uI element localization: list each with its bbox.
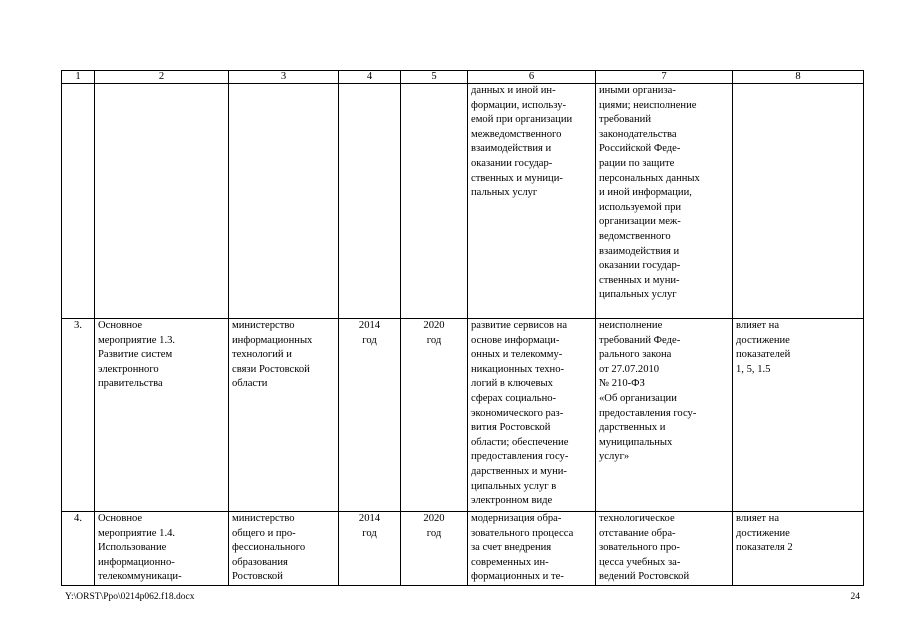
activity-name: Основное мероприятие 1.3. Развитие систем электронного правительства bbox=[95, 319, 229, 512]
non-implementation-consequences: технологическое отставание обра- зовательного про- цесса учебных за- ведений Ростовской bbox=[596, 512, 733, 586]
expected-result: развитие сервисов на основе информаци- онных и телекомму- никационных техно- логий в ключевых сферах социально- экономического раз- вития Ростовской области; обеспечение предоставления госу- дарственных и муни- ципальных услуг в электронном виде bbox=[468, 319, 596, 512]
activity-name: Основное мероприятие 1.4. Использование информационно- телекоммуникаци- bbox=[95, 512, 229, 586]
row-number: 4. bbox=[62, 512, 95, 586]
page-number: 24 bbox=[850, 592, 860, 602]
expected-result: данных и иной ин- формации, использу- емой при организации межведомственного взаимодействия и оказании государ- ственных и муници- пальных услуг bbox=[468, 84, 596, 319]
end-year: 2020 год bbox=[401, 512, 468, 586]
column-header-7: 7 bbox=[596, 71, 733, 84]
column-header-6: 6 bbox=[468, 71, 596, 84]
executor: министерство информационных технологий и связи Ростовской области bbox=[229, 319, 339, 512]
table-header-row bbox=[62, 71, 864, 84]
column-header-5: 5 bbox=[401, 71, 468, 84]
table-row bbox=[62, 512, 864, 586]
indicator-link: влияет на достижение показателя 2 bbox=[733, 512, 864, 586]
program-activities-table bbox=[61, 70, 864, 586]
activity-name bbox=[95, 84, 229, 319]
column-header-4: 4 bbox=[339, 71, 401, 84]
indicator-link bbox=[733, 84, 864, 319]
non-implementation-consequences: неисполнение требований Феде- рального закона от 27.07.2010 № 210-ФЗ «Об организации предоставления госу- дарственных и муниципальных услуг» bbox=[596, 319, 733, 512]
column-header-1: 1 bbox=[62, 71, 95, 84]
executor bbox=[229, 84, 339, 319]
column-header-8: 8 bbox=[733, 71, 864, 84]
column-header-3: 3 bbox=[229, 71, 339, 84]
table-row bbox=[62, 319, 864, 512]
footer-file-path: Y:\ORST\Ppo\0214p062.f18.docx bbox=[65, 592, 195, 602]
table-row bbox=[62, 84, 864, 319]
executor: министерство общего и про- фессионального образования Ростовской bbox=[229, 512, 339, 586]
start-year: 2014 год bbox=[339, 319, 401, 512]
column-header-2: 2 bbox=[95, 71, 229, 84]
start-year: 2014 год bbox=[339, 512, 401, 586]
expected-result: модернизация обра- зовательного процесса за счет внедрения современных ин- формационных и те- bbox=[468, 512, 596, 586]
start-year bbox=[339, 84, 401, 319]
indicator-link: влияет на достижение показателей 1, 5, 1.5 bbox=[733, 319, 864, 512]
row-number: 3. bbox=[62, 319, 95, 512]
end-year: 2020 год bbox=[401, 319, 468, 512]
row-number bbox=[62, 84, 95, 319]
non-implementation-consequences: иными организа- циями; неисполнение требований законодательства Российской Феде- рации по защите персональных данных и иной информации, используемой при организации меж- ведомственного взаимодействия и оказании государ- ственных и муни- ципальных услуг bbox=[596, 84, 733, 319]
end-year bbox=[401, 84, 468, 319]
